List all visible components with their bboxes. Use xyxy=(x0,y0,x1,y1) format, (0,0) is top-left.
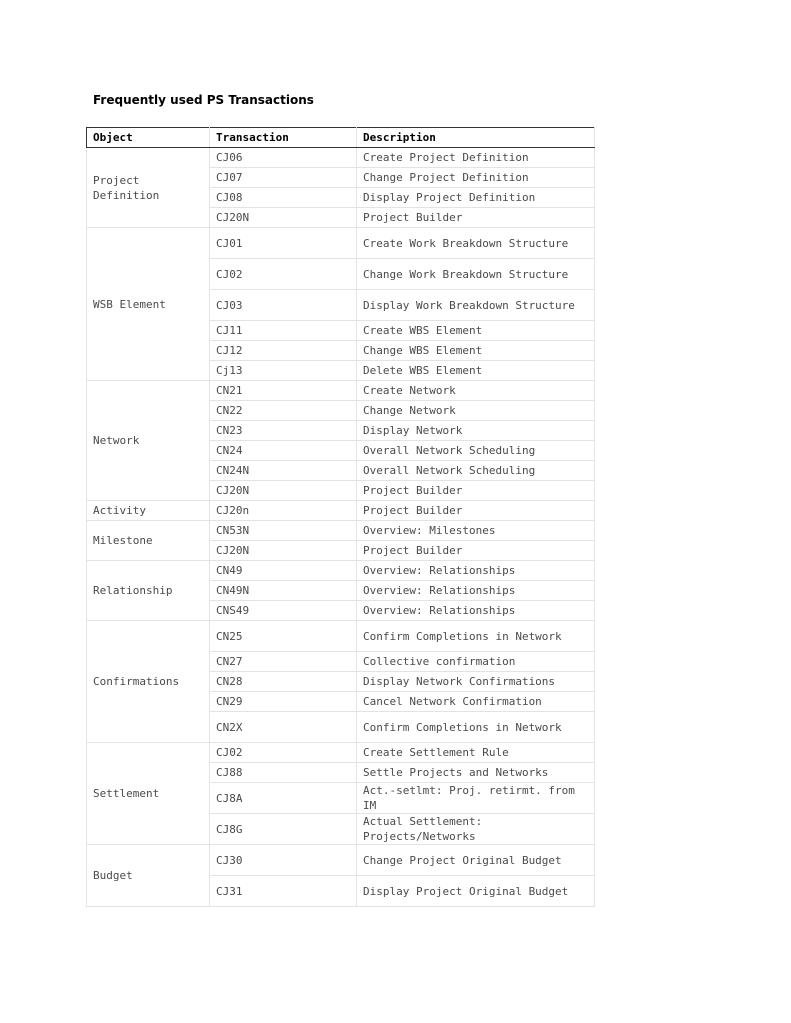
object-cell: Budget xyxy=(87,845,210,907)
description-cell: Create Network xyxy=(357,381,595,401)
header-object: Object xyxy=(87,128,210,148)
description-cell: Collective confirmation xyxy=(357,652,595,672)
table-row xyxy=(87,521,595,541)
table-row xyxy=(87,621,595,652)
object-cell: Activity xyxy=(87,501,210,521)
description-cell: Display Project Definition xyxy=(357,188,595,208)
table-row xyxy=(87,148,595,168)
object-cell: Project Definition xyxy=(87,148,210,228)
transactions-table xyxy=(86,127,595,907)
transaction-code-cell: CN24N xyxy=(210,461,357,481)
description-cell: Act.-setlmt: Proj. retirmt. from IM xyxy=(357,783,595,814)
description-cell: Change WBS Element xyxy=(357,341,595,361)
description-cell: Change Project Definition xyxy=(357,168,595,188)
description-cell: Create Project Definition xyxy=(357,148,595,168)
description-cell: Change Work Breakdown Structure xyxy=(357,259,595,290)
description-cell: Actual Settlement: Projects/Networks xyxy=(357,814,595,845)
transaction-code-cell: CJ88 xyxy=(210,763,357,783)
transaction-code-cell: CJ07 xyxy=(210,168,357,188)
description-cell: Create Settlement Rule xyxy=(357,743,595,763)
transaction-code-cell: CJ01 xyxy=(210,228,357,259)
description-cell: Display Network xyxy=(357,421,595,441)
transaction-code-cell: CJ8G xyxy=(210,814,357,845)
description-cell: Overall Network Scheduling xyxy=(357,441,595,461)
transaction-code-cell: CN24 xyxy=(210,441,357,461)
transaction-code-cell: CN27 xyxy=(210,652,357,672)
description-cell: Overview: Relationships xyxy=(357,601,595,621)
transaction-code-cell: CJ11 xyxy=(210,321,357,341)
description-cell: Create Work Breakdown Structure xyxy=(357,228,595,259)
description-cell: Change Project Original Budget xyxy=(357,845,595,876)
header-transaction: Transaction xyxy=(210,128,357,148)
transaction-code-cell: CJ02 xyxy=(210,743,357,763)
description-cell: Overview: Relationships xyxy=(357,561,595,581)
transaction-code-cell: CJ30 xyxy=(210,845,357,876)
description-cell: Display Project Original Budget xyxy=(357,876,595,907)
description-cell: Project Builder xyxy=(357,481,595,501)
transaction-code-cell: CJ20N xyxy=(210,541,357,561)
object-cell: Settlement xyxy=(87,743,210,845)
description-cell: Overview: Milestones xyxy=(357,521,595,541)
header-description: Description xyxy=(357,128,595,148)
transaction-code-cell: CJ08 xyxy=(210,188,357,208)
transaction-code-cell: CN29 xyxy=(210,692,357,712)
description-cell: Project Builder xyxy=(357,501,595,521)
table-row xyxy=(87,743,595,763)
transaction-code-cell: CJ20N xyxy=(210,208,357,228)
table-row xyxy=(87,501,595,521)
table-row xyxy=(87,381,595,401)
transaction-code-cell: CN21 xyxy=(210,381,357,401)
description-cell: Change Network xyxy=(357,401,595,421)
table-row xyxy=(87,845,595,876)
description-cell: Overview: Relationships xyxy=(357,581,595,601)
transaction-code-cell: CJ31 xyxy=(210,876,357,907)
transaction-code-cell: CN49 xyxy=(210,561,357,581)
transaction-code-cell: CN49N xyxy=(210,581,357,601)
table-row xyxy=(87,228,595,259)
description-cell: Create WBS Element xyxy=(357,321,595,341)
transaction-code-cell: CJ06 xyxy=(210,148,357,168)
description-cell: Project Builder xyxy=(357,208,595,228)
object-cell: Milestone xyxy=(87,521,210,561)
table-body xyxy=(87,148,595,907)
transaction-code-cell: CJ8A xyxy=(210,783,357,814)
object-cell: Relationship xyxy=(87,561,210,621)
transaction-code-cell: CJ03 xyxy=(210,290,357,321)
description-cell: Delete WBS Element xyxy=(357,361,595,381)
description-cell: Confirm Completions in Network xyxy=(357,621,595,652)
page-title: Frequently used PS Transactions xyxy=(93,93,314,107)
transaction-code-cell: CN25 xyxy=(210,621,357,652)
transaction-code-cell: CN28 xyxy=(210,672,357,692)
description-cell: Cancel Network Confirmation xyxy=(357,692,595,712)
description-cell: Project Builder xyxy=(357,541,595,561)
transaction-code-cell: CNS49 xyxy=(210,601,357,621)
transaction-code-cell: CN53N xyxy=(210,521,357,541)
transaction-code-cell: CJ20N xyxy=(210,481,357,501)
description-cell: Display Network Confirmations xyxy=(357,672,595,692)
transaction-code-cell: CN2X xyxy=(210,712,357,743)
object-cell: Confirmations xyxy=(87,621,210,743)
object-cell: WSB Element xyxy=(87,228,210,381)
description-cell: Overall Network Scheduling xyxy=(357,461,595,481)
description-cell: Settle Projects and Networks xyxy=(357,763,595,783)
transaction-code-cell: CN22 xyxy=(210,401,357,421)
transaction-code-cell: CJ12 xyxy=(210,341,357,361)
transaction-code-cell: CN23 xyxy=(210,421,357,441)
transaction-code-cell: CJ02 xyxy=(210,259,357,290)
object-cell: Network xyxy=(87,381,210,501)
transaction-code-cell: CJ20n xyxy=(210,501,357,521)
transaction-code-cell: Cj13 xyxy=(210,361,357,381)
table-header-row xyxy=(87,128,595,148)
description-cell: Confirm Completions in Network xyxy=(357,712,595,743)
table-row xyxy=(87,561,595,581)
description-cell: Display Work Breakdown Structure xyxy=(357,290,595,321)
